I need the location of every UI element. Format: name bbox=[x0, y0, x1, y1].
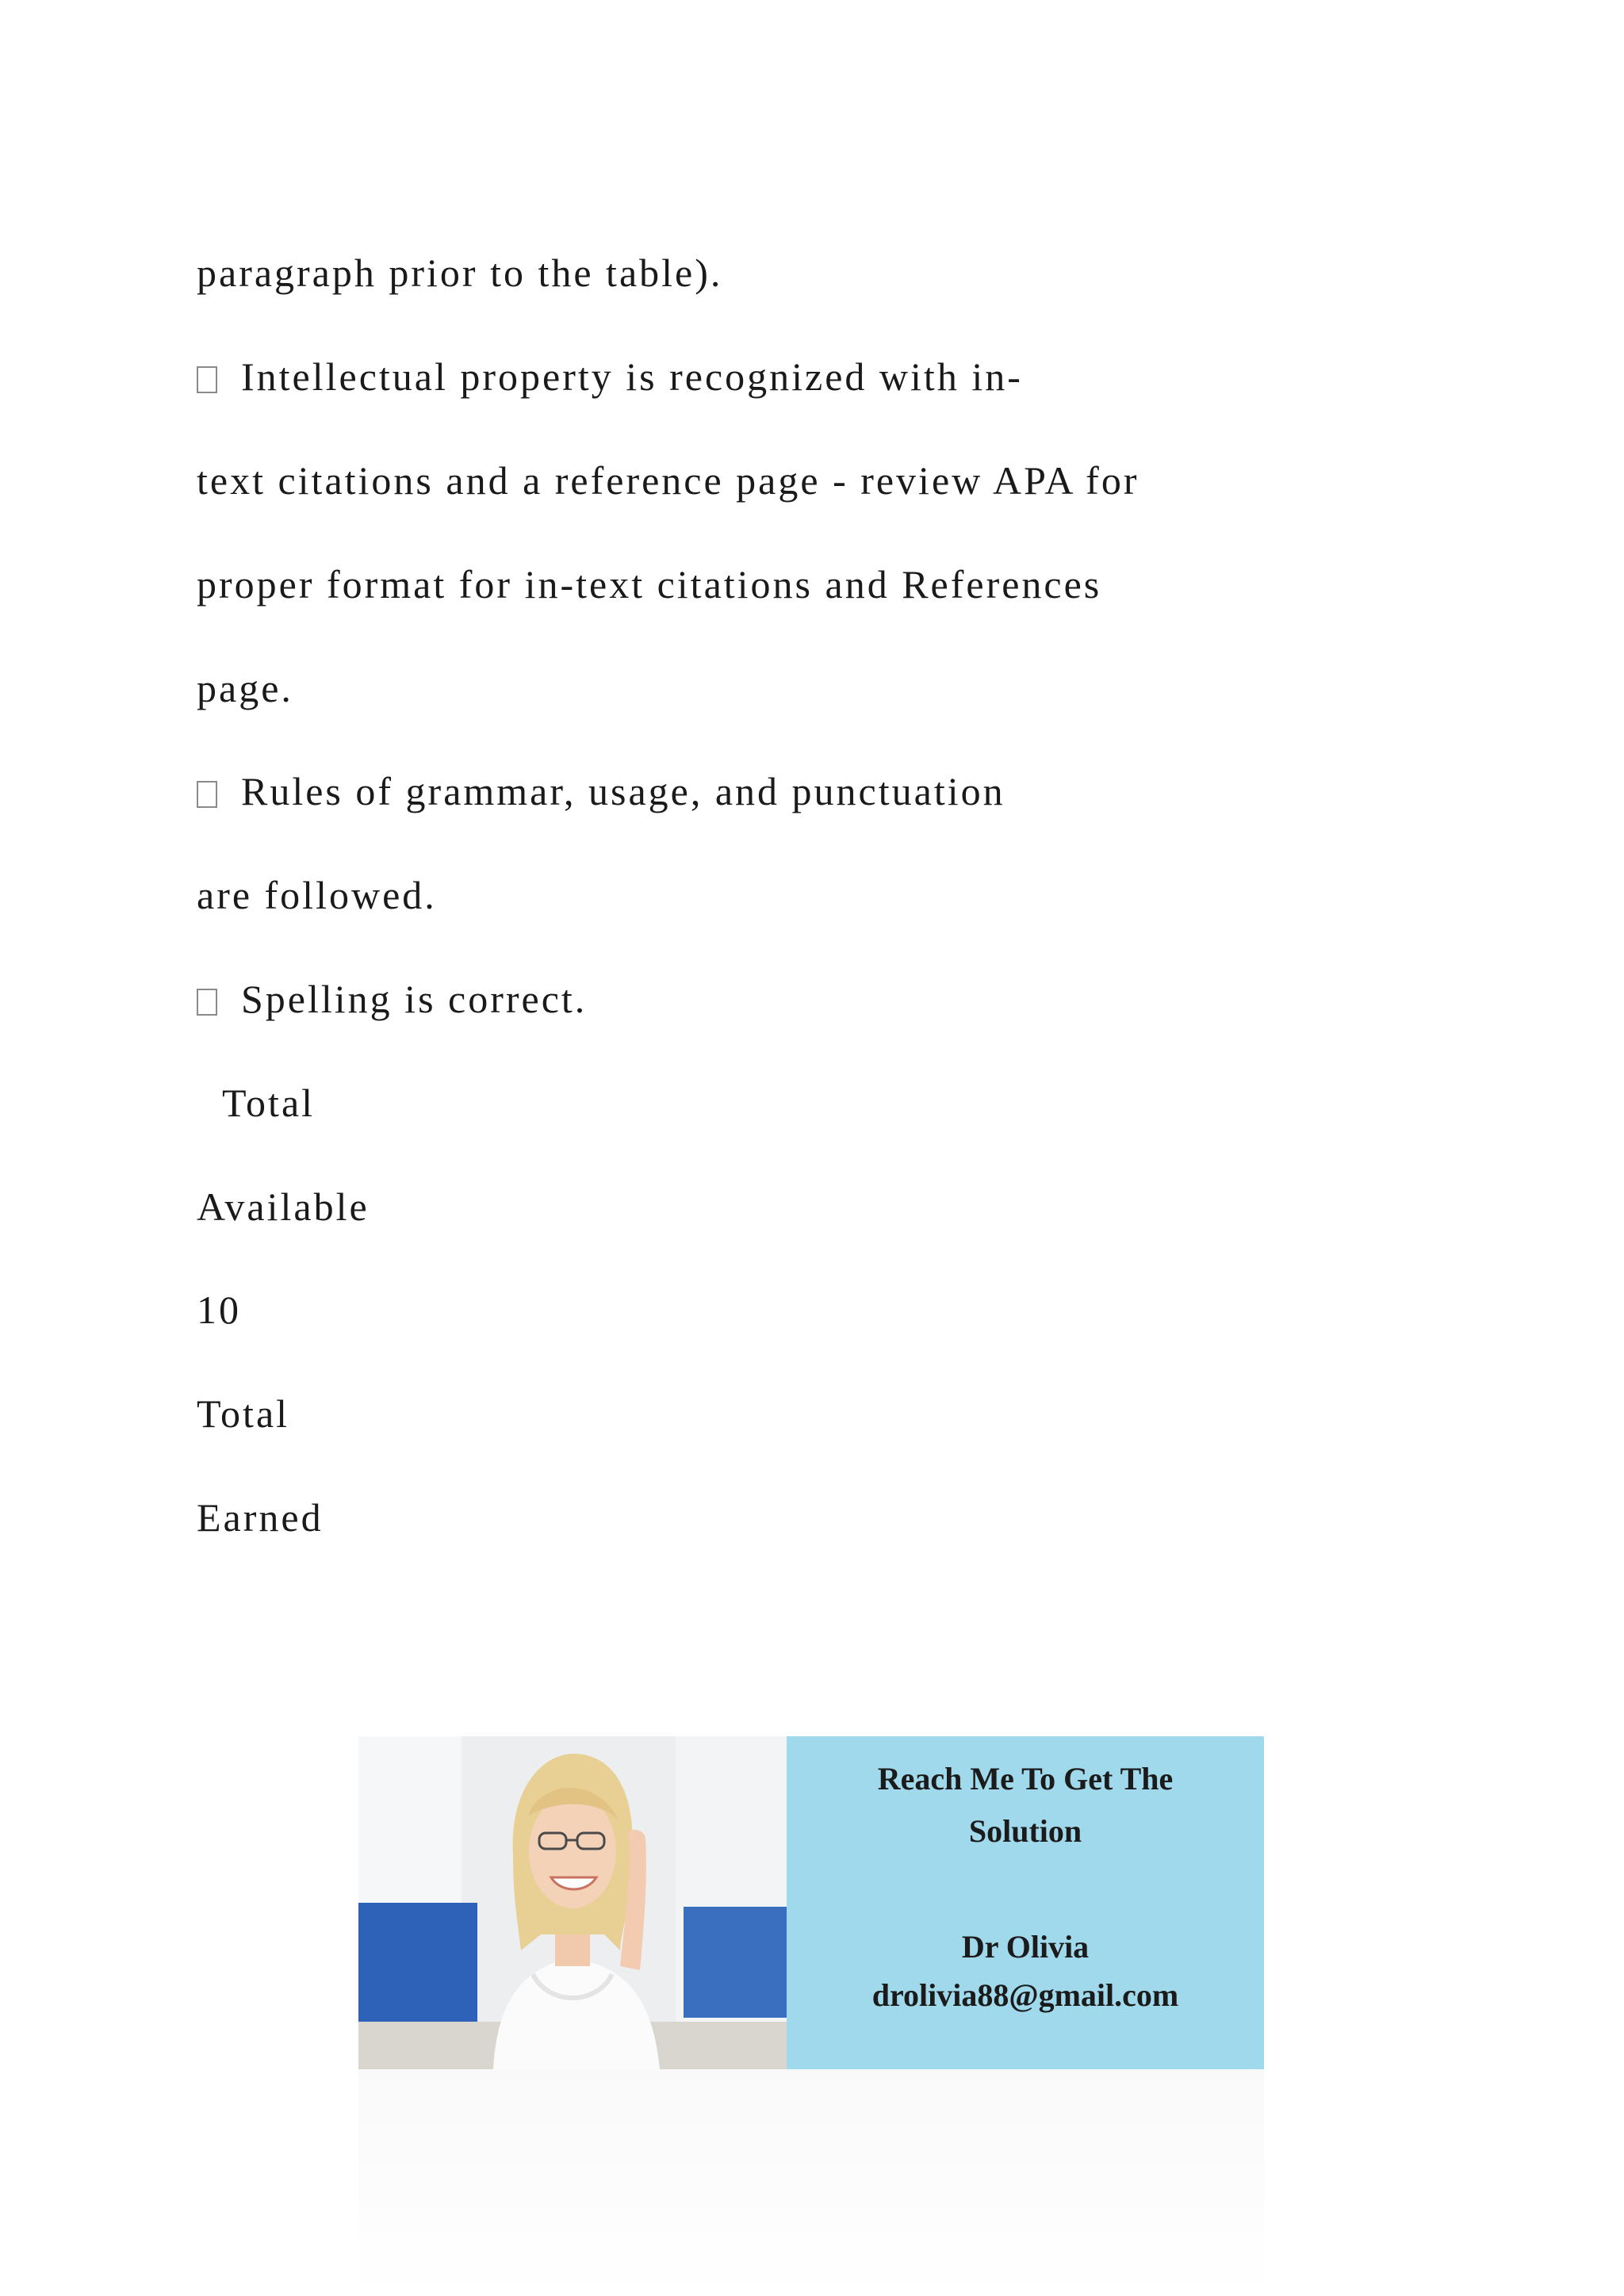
headline-line-1: Reach Me To Get The bbox=[877, 1761, 1174, 1797]
bullet-text: Spelling is correct. bbox=[241, 977, 588, 1021]
banner-shadow bbox=[358, 2069, 1264, 2296]
headline-line-2: Solution bbox=[968, 1813, 1082, 1849]
text-line: proper format for in-text citations and References bbox=[197, 562, 1102, 607]
contact-box bbox=[787, 1736, 1264, 2069]
bullet-item bbox=[197, 353, 1023, 400]
contact-email: drolivia88@gmail.com bbox=[871, 1977, 1179, 2013]
available-label: Available bbox=[197, 1184, 370, 1229]
earned-label: Earned bbox=[197, 1495, 324, 1540]
bullet-text: Intellectual property is recognized with in- bbox=[241, 354, 1023, 399]
woman-photo bbox=[358, 1736, 787, 2069]
total-label: Total bbox=[222, 1081, 316, 1125]
points-value: 10 bbox=[197, 1288, 241, 1332]
bullet-text: Rules of grammar, usage, and punctuation bbox=[241, 769, 1005, 813]
contact-name: Dr Olivia bbox=[961, 1929, 1090, 1965]
text-line: page. bbox=[197, 666, 293, 710]
bullet-box-icon bbox=[197, 781, 217, 808]
bullet-box-icon bbox=[197, 989, 217, 1016]
bullet-item bbox=[197, 767, 1005, 815]
bullet-item bbox=[197, 975, 587, 1023]
text-line: text citations and a reference page - review APA for bbox=[197, 458, 1139, 503]
promo-banner bbox=[358, 1736, 1264, 2069]
total-label: Total bbox=[197, 1391, 290, 1436]
bullet-box-icon bbox=[197, 366, 217, 393]
text-line: are followed. bbox=[197, 873, 437, 917]
text-line: paragraph prior to the table). bbox=[197, 251, 723, 295]
